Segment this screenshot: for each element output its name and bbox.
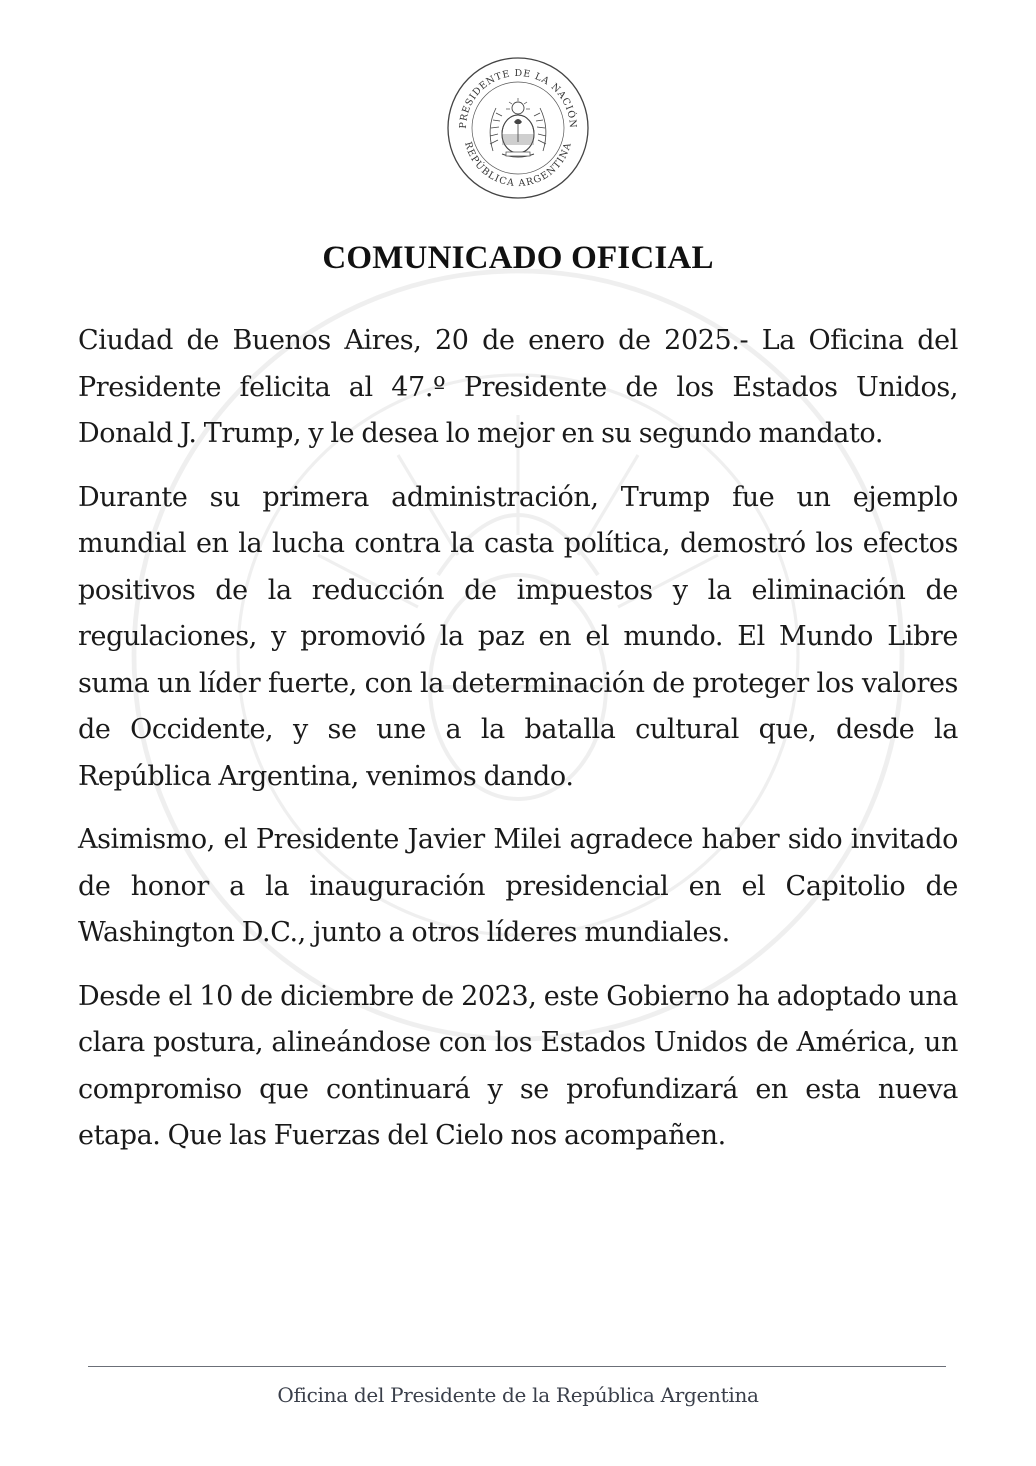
presidential-seal-emblem	[446, 56, 590, 200]
seal-bottom-text: REPÚBLICA ARGENTINA	[462, 140, 574, 190]
paragraph-3: Asimismo, el Presidente Javier Milei agradece haber sido invitado de honor a la inauguración presidencial en el Capitolio de Washington D.C., junto a otros líderes mundiales.	[78, 824, 958, 948]
footer-divider	[88, 1366, 946, 1367]
paragraph-2: Durante su primera administración, Trump fue un ejemplo mundial en la lucha contra la casta política, demostró los efectos positivos de la reducción de impuestos y la eliminación de regulaciones, y promovió la paz en el mundo. El Mundo Libre suma un líder fuerte, con la determinación de proteger los valores de Occidente, y se une a la batalla cultural que, desde la República Argentina, venimos dando.	[78, 481, 958, 792]
seal-top-text: PRESIDENTE DE LA NACIÓN	[457, 67, 579, 130]
paragraph-4: Desde el 10 de diciembre de 2023, este Gobierno ha adoptado una clara postura, alineándose con los Estados Unidos de América, un compromiso que continuará y se profundizará en esta nueva etapa. Que las Fuerzas del Cielo nos acompañen.	[78, 980, 958, 1151]
paragraph-1: Ciudad de Buenos Aires, 20 de enero de 2025.- La Oficina del Presidente felicita al 47.º Presidente de los Estados Unidos, Donald J. Trump, y le desea lo mejor en su segundo mandato.	[78, 325, 958, 449]
footer-text: Oficina del Presidente de la República Argentina	[277, 1383, 759, 1407]
coat-of-arms-icon	[490, 98, 546, 157]
document-body	[78, 318, 958, 1177]
document-title: COMUNICADO OFICIAL	[322, 240, 714, 276]
